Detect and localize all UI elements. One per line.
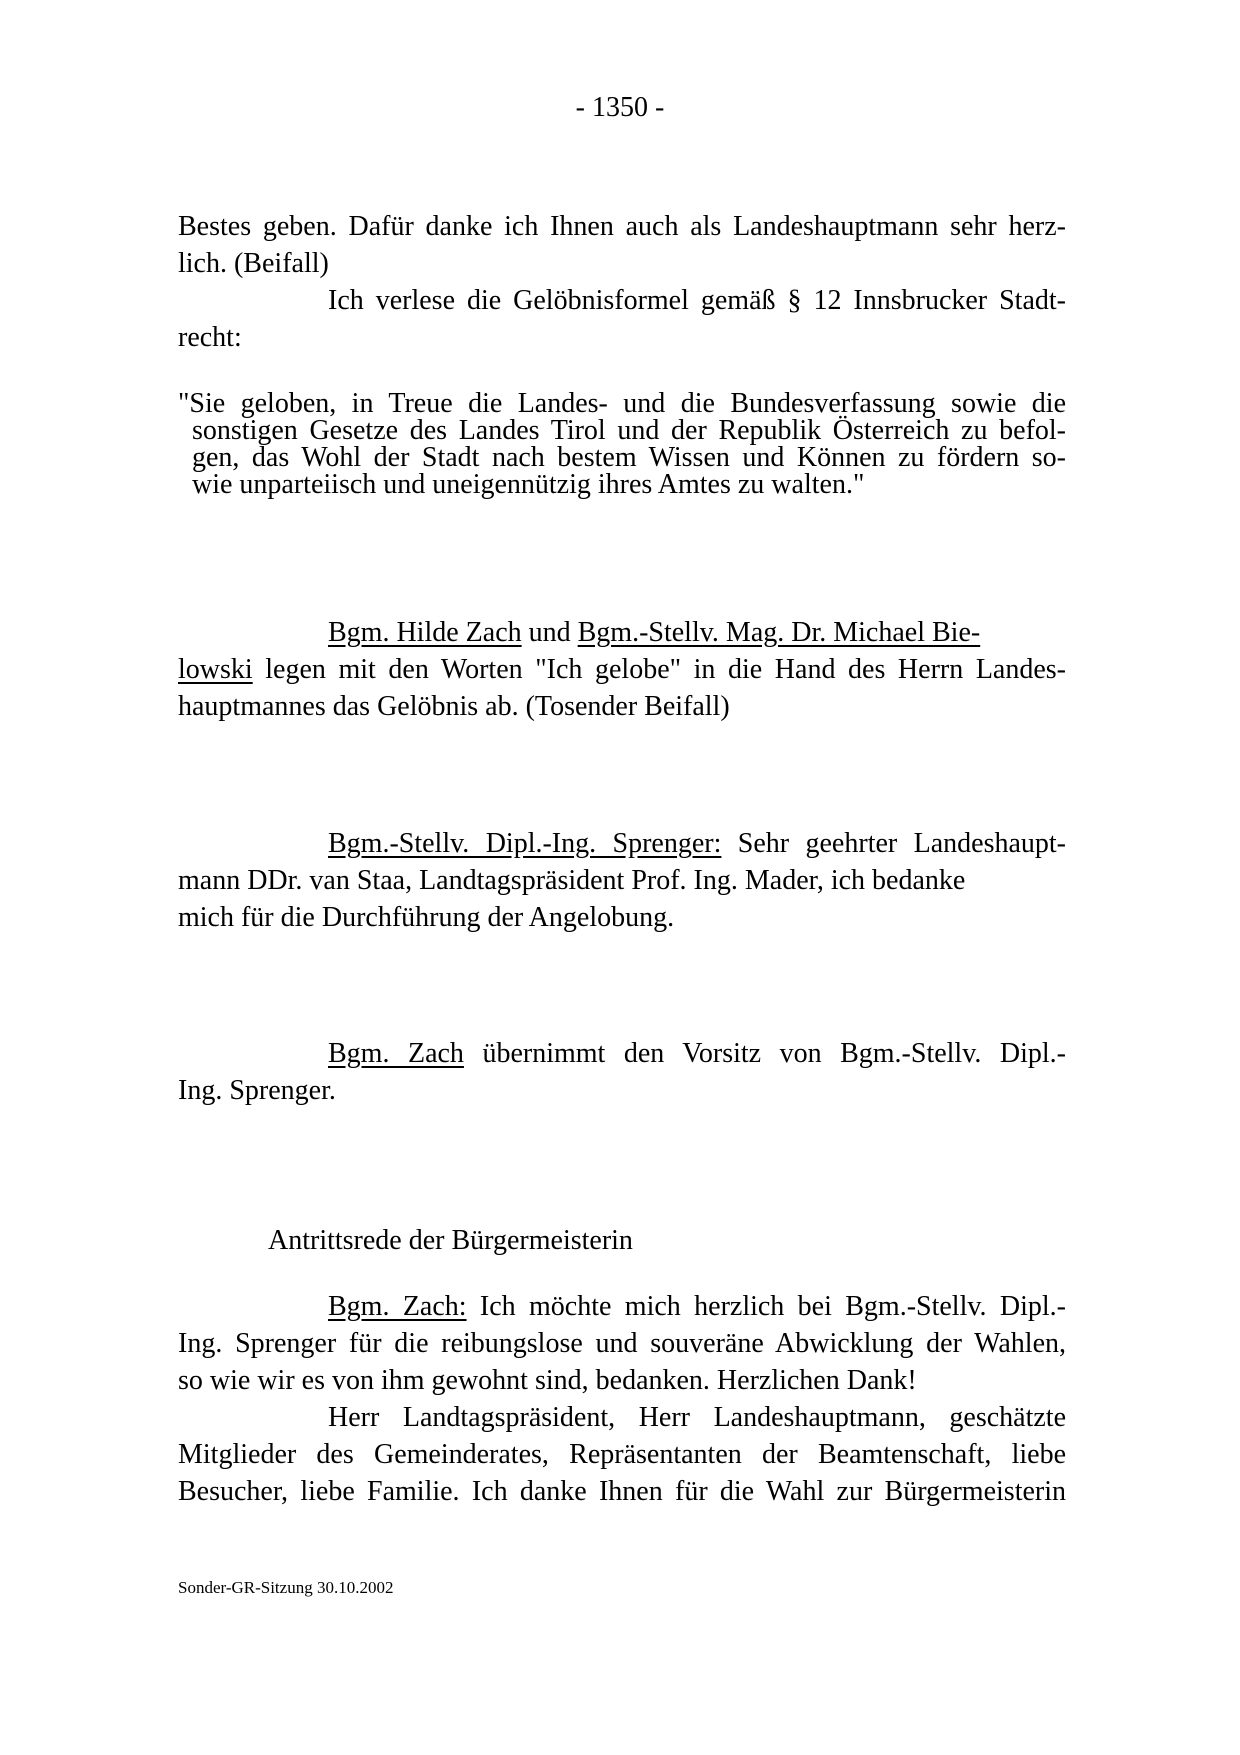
speaker-name-bielowski-cont: lowski: [178, 654, 253, 685]
text-line: lich. (Beifall): [178, 248, 329, 279]
text-fragment: legen mit den Worten "Ich gelobe" in die Hand des Herrn Landes-: [252, 654, 1066, 685]
text-line: [178, 651, 1066, 688]
speaker-name-sprenger: Bgm.-Stellv. Dipl.-Ing. Sprenger:: [328, 828, 722, 859]
speaker-name-zach: Bgm. Hilde Zach: [328, 617, 522, 648]
quote-line: "Sie geloben, in Treue die Landes- und die Bundesverfassung sowie die: [178, 388, 1066, 419]
paragraph-closing-thanks: [178, 208, 1066, 282]
paragraph-zach-greeting: [178, 1399, 1066, 1510]
text-line: Herr Landtagspräsident, Herr Landeshauptmann, geschätzte: [328, 1402, 1066, 1433]
paragraph-zach-speech-start: [178, 1288, 1066, 1399]
text-line: Besucher, liebe Familie. Ich danke Ihnen für die Wahl zur Bürgermeisterin: [178, 1476, 1066, 1507]
page-number: - 1350 -: [575, 92, 665, 123]
paragraph-oath-taken: [178, 614, 1066, 725]
text-line: [178, 1035, 1066, 1072]
speaker-name-bielowski: Bgm.-Stellv. Mag. Dr. Michael Bie-: [577, 617, 981, 648]
text-fragment: und: [521, 617, 578, 648]
text-line: mann DDr. van Staa, Landtagspräsident Prof. Ing. Mader, ich bedanke: [178, 865, 966, 896]
speaker-name-zach: Bgm. Zach: [328, 1038, 464, 1069]
text-line: Ing. Sprenger für die reibungslose und souveräne Abwicklung der Wahlen,: [178, 1328, 1066, 1359]
text-line: mich für die Durchführung der Angelobung.: [178, 902, 675, 933]
text-line: hauptmannes das Gelöbnis ab. (Tosender Beifall): [178, 691, 730, 722]
text-line: recht:: [178, 322, 242, 353]
text-fragment: Sehr geehrter Landeshaupt-: [721, 828, 1067, 859]
quote-line: gen, das Wohl der Stadt nach bestem Wissen und Können zu fördern so-: [192, 442, 1066, 473]
speaker-name-zach: Bgm. Zach:: [328, 1291, 467, 1322]
text-line: [178, 614, 1066, 651]
text-fragment: übernimmt den Vorsitz von Bgm.-Stellv. Dipl.-: [463, 1038, 1067, 1069]
quote-line: sonstigen Gesetze des Landes Tirol und der Republik Österreich zu befol-: [192, 415, 1066, 446]
paragraph-sprenger-thanks: [178, 825, 1066, 936]
page-footer: Sonder-GR-Sitzung 30.10.2002: [178, 1578, 394, 1597]
text-line: Ing. Sprenger.: [178, 1075, 336, 1106]
text-line: [178, 825, 1066, 862]
paragraph-chair-handover: [178, 1035, 1066, 1109]
text-line: Bestes geben. Dafür danke ich Ihnen auch als Landeshauptmann sehr herz-: [178, 211, 1066, 242]
text-line: so wie wir es von ihm gewohnt sind, bedanken. Herzlichen Dank!: [178, 1365, 917, 1396]
oath-formula-quote: [178, 390, 1066, 498]
section-heading: Antrittsrede der Bürgermeisterin: [268, 1225, 633, 1256]
text-line: Mitglieder des Gemeinderates, Repräsentanten der Beamtenschaft, liebe: [178, 1439, 1066, 1470]
text-fragment: Ich möchte mich herzlich bei Bgm.-Stellv. Dipl.-: [466, 1291, 1066, 1322]
paragraph-oath-intro: [178, 282, 1066, 356]
quote-line: wie unparteiisch und uneigennützig ihres Amtes zu walten.": [192, 469, 865, 500]
text-line: Ich verlese die Gelöbnisformel gemäß § 12 Innsbrucker Stadt-: [328, 285, 1066, 316]
text-line: [178, 1288, 1066, 1325]
